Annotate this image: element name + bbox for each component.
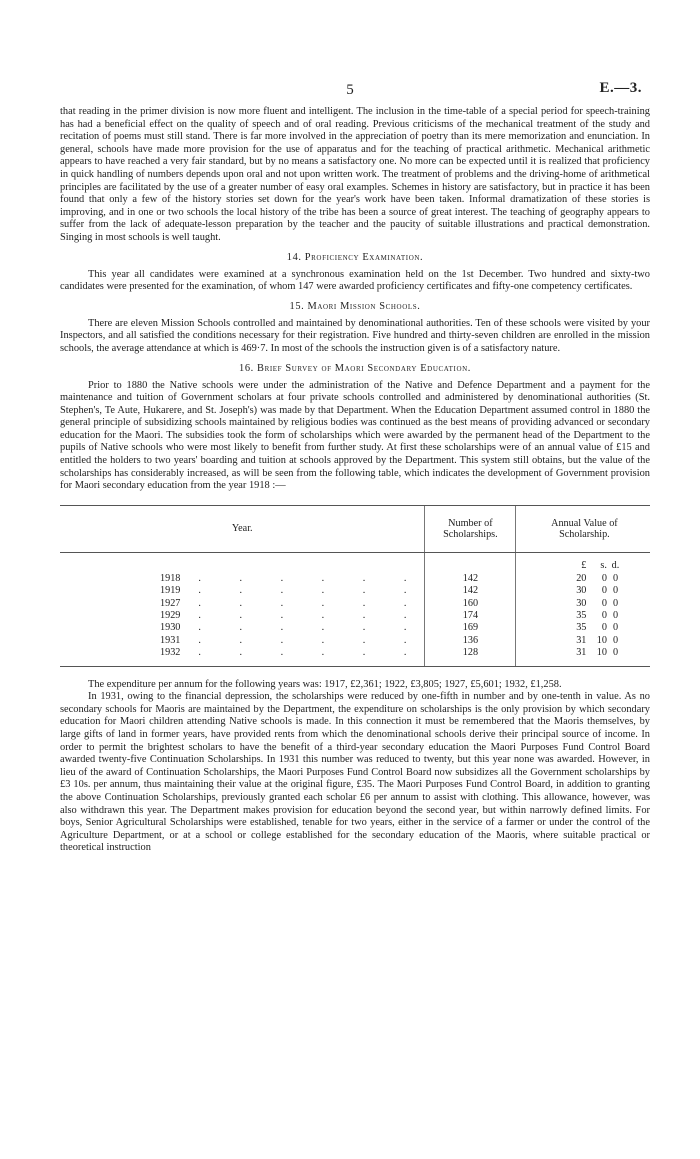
table-row: [60, 622, 650, 634]
document-reference: E.—3.: [599, 80, 642, 96]
leader-dots: . . . . . .: [198, 572, 425, 584]
cell-year: [60, 598, 425, 610]
cell-number: 136: [425, 635, 516, 647]
year-value: 1918: [160, 572, 181, 584]
section-heading-15: 15. Maori Mission Schools.: [289, 300, 421, 312]
value-shillings: 10: [596, 647, 607, 659]
cell-number: 128: [425, 647, 516, 666]
table-row: [60, 610, 650, 622]
cell-year: [60, 573, 425, 585]
cell-number: 142: [425, 585, 516, 597]
cell-number: 142: [425, 573, 516, 585]
section-text-15: There are eleven Mission Schools controlled and maintained by denominational authorities. Ten of these schools were visited by your Inspectors, and all satisfied the conditions necessary for their registration. Five hundred and thirty-seven children are enrolled in the mission schools, the average attendance at which is 469·7. In most of the schools the instruction given is of a satisfactory nature.: [60, 317, 650, 354]
col-header-number-text: Number of Scholarships.: [443, 517, 498, 540]
cell-year: [60, 635, 425, 647]
leader-dots: . . . . . .: [198, 597, 425, 609]
scholarship-table: [60, 505, 650, 667]
value-pence: 0: [612, 610, 619, 622]
year-value: 1919: [160, 585, 181, 597]
value-pounds: 35: [576, 622, 587, 634]
col-header-number: [425, 505, 516, 552]
value-pounds: 30: [576, 585, 587, 597]
cell-value: [516, 622, 650, 634]
value-shillings: 0: [601, 622, 607, 634]
section-text-16: Prior to 1880 the Native schools were under the administration of the Native and Defence Department and a payment for the maintenance and tuition of Government scholars at four private schools controlled and administered by denominational authorities (St. Stephen's, Te Aute, Hukarere, and St. Joseph's) was made by that Department. When the Education Department assumed control in 1880 the general principle of subsidizing schools maintained by religious bodies was continued as the best means of providing advanced or secondary education for the Maori. The subsidies took the form of scholarships which were awarded by the permanent head of the Department to the pupils of Native schools who were most likely to benefit from further study. At first these scholarships were of an annual value of £15 and entitled the holders to two years' boarding and tuition at schools approved by the Department. This system still obtains, but the value of the scholarships has considerably increased, as will be seen from the following table, which indicates the development of Government provision for Maori secondary education from the year 1918 :—: [60, 379, 650, 492]
value-pounds: 30: [576, 597, 587, 609]
scholarship-table-wrap: [60, 505, 650, 667]
value-pence: 0: [612, 585, 619, 597]
page-number: 5: [346, 82, 354, 98]
cell-number: 160: [425, 598, 516, 610]
cell-year: [60, 610, 425, 622]
document-body: [60, 106, 650, 855]
cell-value: [516, 585, 650, 597]
value-pounds: 35: [576, 610, 587, 622]
value-pounds: 31: [576, 634, 587, 646]
table-row: [60, 598, 650, 610]
value-pence: 0: [612, 622, 619, 634]
value-pence: 0: [612, 597, 619, 609]
unit-shillings: s.: [600, 560, 607, 572]
year-value: 1931: [160, 634, 181, 646]
depression-paragraph: In 1931, owing to the financial depression, the scholarships were reduced by one-fifth in number and by one-tenth in value. As no secondary schools for Maoris are maintained by the Department, the expenditure on scholarships is the only provision by which secondary education for Maori children attending Native schools is made. In this connection it must be remembered that the Maoris themselves, by large gifts of land in former years, have provided rents from which the denominational schools derive their principal source of income. In order to permit the brightest scholars to have the benefit of a third-year secondary education the Maori Purposes Fund Control Board awarded twenty-five Continuation Scholarships. In 1931 this number was reduced to twenty, but this year none was awarded. However, in lieu of the award of Continuation Scholarships, the Maori Purposes Fund Control Board now subsidizes all the Government scholarships by £3 10s. per annum, thus maintaining their value at the original figure, £35. The Maori Purposes Fund Control Board, in addition to granting the above Continuation Scholarships, previously granted each scholar £6 per annum to assist with clothing. This allowance, however, was also withdrawn this year. The Department makes provision for education beyond the second year, but within narrowly defined limits. For boys, Senior Agricultural Scholarships were established, tenable for two years, either in the service of a farmer or under the control of the Agriculture Department, or at a school or college established for the secondary education of the Maoris, where suitable practical or theoretical instruction: [60, 691, 650, 854]
col-header-value: [516, 505, 650, 552]
table-row: [60, 585, 650, 597]
unit-pounds: £: [581, 560, 587, 572]
value-shillings: 0: [601, 597, 607, 609]
section-heading-16: 16. Brief Survey of Maori Secondary Education.: [239, 362, 471, 374]
leader-dots: . . . . . .: [198, 585, 425, 597]
value-pounds: 31: [576, 647, 587, 659]
leader-dots: . . . . . .: [198, 634, 425, 646]
cell-year: [60, 647, 425, 666]
value-pence: 0: [612, 634, 619, 646]
cell-value: [516, 598, 650, 610]
cell-year: [60, 585, 425, 597]
table-row: [60, 573, 650, 585]
leader-dots: . . . . . .: [198, 622, 425, 634]
value-shillings: 0: [601, 610, 607, 622]
value-pounds: 20: [576, 572, 587, 584]
value-pence: 0: [612, 647, 619, 659]
value-shillings: 10: [596, 634, 607, 646]
cell-value: [516, 635, 650, 647]
value-pence: 0: [612, 572, 619, 584]
col-header-year: Year.: [60, 505, 425, 552]
table-header-row: [60, 505, 650, 552]
cell-value: [516, 647, 650, 666]
year-value: 1932: [160, 647, 181, 659]
cell-number: 169: [425, 622, 516, 634]
year-value: 1929: [160, 610, 181, 622]
leader-dots: . . . . . .: [198, 647, 425, 659]
section-text-14: This year all candidates were examined at a synchronous examination held on the 1st December. Two hundred and sixty-two candidates were presented for the examination, of whom 147 were awarded proficiency certificates and fifty-one competency certificates.: [60, 268, 650, 293]
table-row: [60, 647, 650, 666]
unit-pence: d.: [611, 560, 620, 572]
value-shillings: 0: [601, 585, 607, 597]
cell-value: [516, 573, 650, 585]
section-heading-14: 14. Proficiency Examination.: [286, 251, 424, 263]
cell-number: 174: [425, 610, 516, 622]
table-units-row: [60, 552, 650, 573]
expenditure-paragraph: The expenditure per annum for the following years was: 1917, £2,361; 1922, £3,805; 1927, £5,601; 1932, £1,258.: [88, 678, 562, 690]
paragraph-continuation: that reading in the primer division is now more fluent and intelligent. The inclusion in the time-table of a special period for speech-training has had a beneficial effect on the quality of speech and of oral reading. Previous criticisms of the mechanical treatment of the study and recitation of poems must still stand. There is far more involved in the appreciation of poetry than its mere memorization and enunciation. In general, schools have made more provision for the use of apparatus and for the teaching of practical arithmetic. Mechanical arithmetic appears to have reached a very fair standard, but by no means a satisfactory one. No more can be expected until it is realized that proficiency in quick handling of numbers depends upon oral and not upon written work. The treatment of problems and the driving-home of arithmetical principles are facilitated by the use of a greater number of easy oral examples. Schemes in history are satisfactory, but in practice it has been found that only a few of the history stories set down for the year's work have been taken. Informal dramatization of these stories is improving, and in one or two schools the local history of the tribe has been a source of great interest. The teaching of geography appears to suffer from the lack of adequate-lesson preparation by the teacher and the paucity of suitable illustrations and practical demonstration. Singing in most schools is well taught.: [60, 106, 650, 243]
cell-value: [516, 610, 650, 622]
cell-year: [60, 622, 425, 634]
value-shillings: 0: [601, 572, 607, 584]
year-value: 1927: [160, 597, 181, 609]
leader-dots: . . . . . .: [198, 610, 425, 622]
table-row: [60, 635, 650, 647]
year-value: 1930: [160, 622, 181, 634]
col-header-value-text: Annual Value of Scholarship.: [551, 517, 618, 540]
